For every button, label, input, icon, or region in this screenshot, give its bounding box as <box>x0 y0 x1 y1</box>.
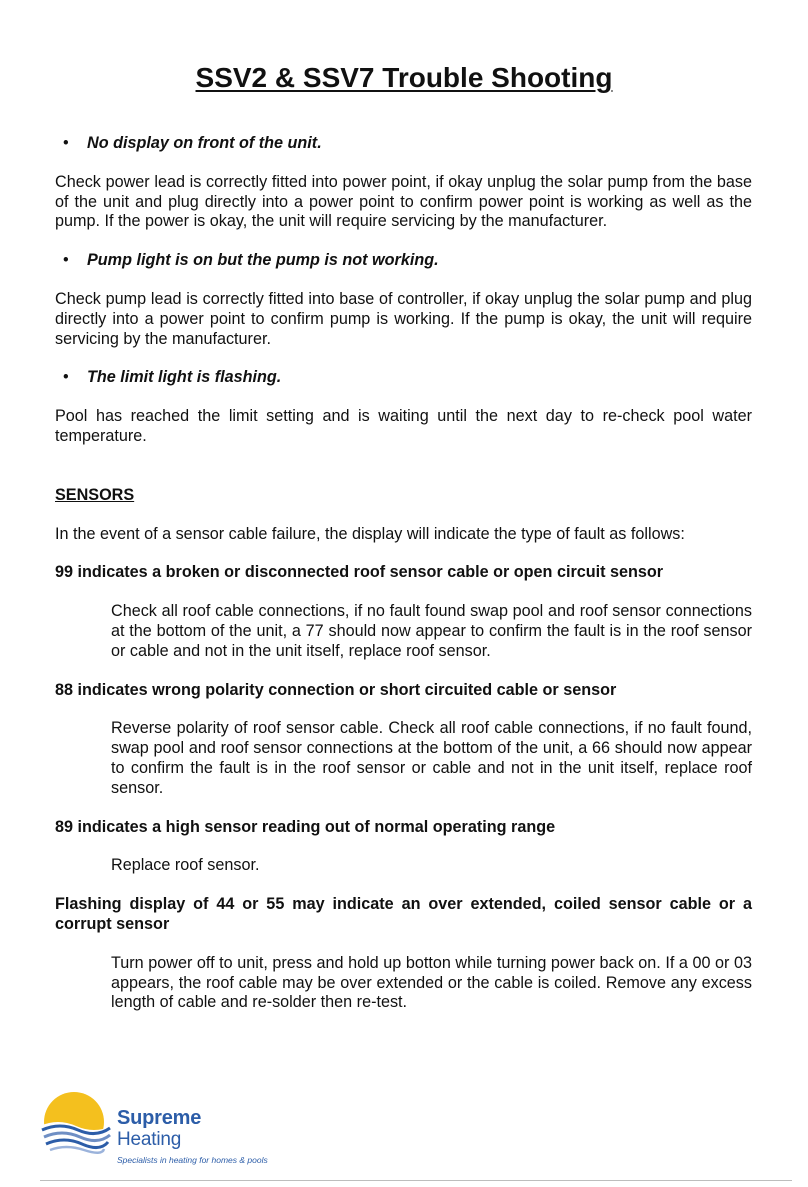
logo-name-heating: Heating <box>117 1129 182 1150</box>
bullet-paragraph: Pool has reached the limit setting and is waiting until the next day to re-check pool water temperature. <box>55 407 752 445</box>
bullet-heading-text: Pump light is on but the pump is not working. <box>87 251 439 270</box>
company-logo <box>40 1092 268 1168</box>
document-body <box>55 134 752 1013</box>
bullet-icon: • <box>63 134 69 152</box>
fault-detail-99: Check all roof cable connections, if no fault found swap pool and roof sensor connections at the bottom of the unit, a 77 should now appear to confirm the fault is in the roof sensor or cable and not in the unit itself, replace roof sensor. <box>111 602 752 660</box>
logo-name-supreme: Supreme <box>117 1107 202 1129</box>
bullet-heading-limit-light <box>55 368 752 388</box>
sun-wave-logo-icon <box>40 1092 112 1158</box>
fault-detail-89: Replace roof sensor. <box>111 856 260 875</box>
bullet-icon: • <box>63 368 69 387</box>
fault-heading-88: 88 indicates wrong polarity connection or short circuited cable or sensor <box>55 680 617 699</box>
bullet-paragraph: Check pump lead is correctly fitted into base of controller, if okay unplug the solar pump and plug directly into a power point to confirm pump is working. If the pump is okay, the unit will require servicing by the manufacturer. <box>55 289 752 348</box>
fault-heading-99: 99 indicates a broken or disconnected roof sensor cable or open circuit sensor <box>55 563 664 582</box>
fault-detail-44-55: Turn power off to unit, press and hold up botton while turning power back on. If a 00 or 03 appears, the roof cable may be over extended or the cable is coiled. Remove any excess length of cable and re-solder then re-test. <box>111 953 752 1012</box>
fault-heading-89: 89 indicates a high sensor reading out of normal operating range <box>55 817 556 836</box>
fault-detail-88: Reverse polarity of roof sensor cable. Check all roof cable connections, if no fault found, swap pool and roof sensor connections at the bottom of the unit, a 66 should now appear to confirm the fault is in the roof sensor or cable and not in the unit itself, replace roof sensor. <box>111 719 752 797</box>
footer-divider <box>40 1180 792 1181</box>
sensors-heading: SENSORS <box>55 485 135 504</box>
fault-heading-44-55: Flashing display of 44 or 55 may indicate an over extended, coiled sensor cable or a corrupt sensor <box>55 895 752 933</box>
bullet-heading-pump-light <box>55 251 752 271</box>
page-title: SSV2 & SSV7 Trouble Shooting <box>195 62 613 93</box>
bullet-heading-no-display <box>55 134 752 154</box>
sensors-intro: In the event of a sensor cable failure, the display will indicate the type of fault as follows: <box>55 524 685 543</box>
bullet-paragraph: Check power lead is correctly fitted into power point, if okay unplug the solar pump from the base of the unit and plug directly into a power point to confirm power point is working as well as the pump. If the power is okay, the unit will require servicing by the manufacturer. <box>55 172 752 231</box>
logo-tagline: Specialists in heating for homes & pools <box>117 1155 268 1165</box>
bullet-heading-text: No display on front of the unit. <box>87 134 322 152</box>
bullet-heading-text: The limit light is flashing. <box>87 368 282 387</box>
bullet-icon: • <box>63 251 69 270</box>
